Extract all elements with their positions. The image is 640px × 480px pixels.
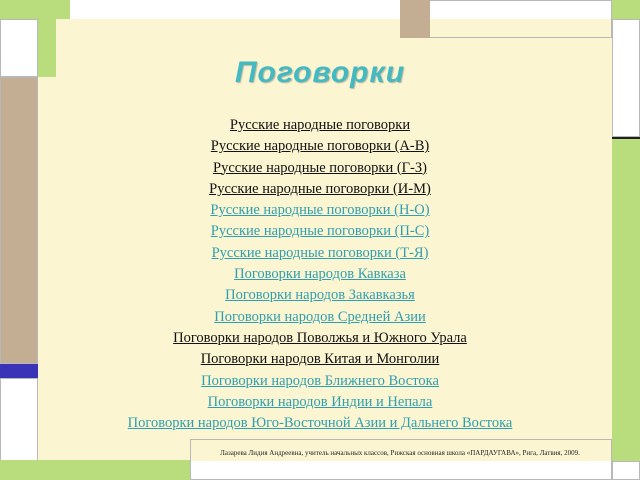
link-middle-east-sayings[interactable]: Поговорки народов Ближнего Востока [201,372,439,389]
link-central-asia-sayings[interactable]: Поговорки народов Средней Азии [214,308,426,325]
list-item [0,284,640,305]
link-russian-sayings-n-o[interactable]: Русские народные поговорки (Н-О) [210,202,430,219]
decor-block [400,0,430,38]
list-item [0,135,640,156]
link-russian-sayings-p-s[interactable]: Русские народные поговорки (П-С) [210,223,430,240]
decor-block [612,0,640,19]
list-item [0,178,640,199]
list-item [0,263,640,284]
link-caucasus-sayings[interactable]: Поговорки народов Кавказа [234,266,406,283]
decor-block [0,460,190,480]
decor-block [400,0,612,38]
decor-block [0,0,70,19]
list-item [0,327,640,348]
decor-block [190,439,612,480]
list-item [0,199,640,220]
link-russian-sayings-i-m[interactable]: Русские народные поговорки (И-М) [209,180,431,197]
list-item [0,412,640,433]
link-russian-sayings[interactable]: Русские народные поговорки [229,117,411,133]
list-item [0,391,640,412]
list-item [0,157,640,178]
link-russian-sayings-t-ya[interactable]: Русские народные поговорки (Т-Я) [211,244,429,261]
list-item [0,306,640,327]
slide-title: Поговорки [234,56,406,89]
link-transcaucasia-sayings[interactable]: Поговорки народов Закавказья [225,287,415,304]
link-volga-ural-sayings[interactable]: Поговорки народов Поволжья и Южного Урала [173,329,467,346]
list-item [0,370,640,391]
list-item [0,242,640,263]
link-russian-sayings-a-v[interactable]: Русские народные поговорки (А-В) [210,138,430,155]
link-russian-sayings-g-z[interactable]: Русские народные поговорки (Г-З) [213,159,427,176]
list-item [0,114,640,135]
decor-block [612,461,640,480]
link-china-mongolia-sayings[interactable]: Поговорки народов Китая и Монголии [200,351,440,368]
link-india-nepal-sayings[interactable]: Поговорки народов Индии и Непала [207,393,433,410]
list-item [0,220,640,241]
link-southeast-asia-far-east-sayings[interactable]: Поговорки народов Юго-Восточной Азии и Дальнего Востока [127,415,513,432]
list-item [0,348,640,369]
author-footer: Лазарева Лидия Андреевна, учитель начальных классов, Рижская основная школа «ПАРДАУГАВА», Рига, Латвия, 2009. [220,449,580,457]
link-list [0,114,640,433]
